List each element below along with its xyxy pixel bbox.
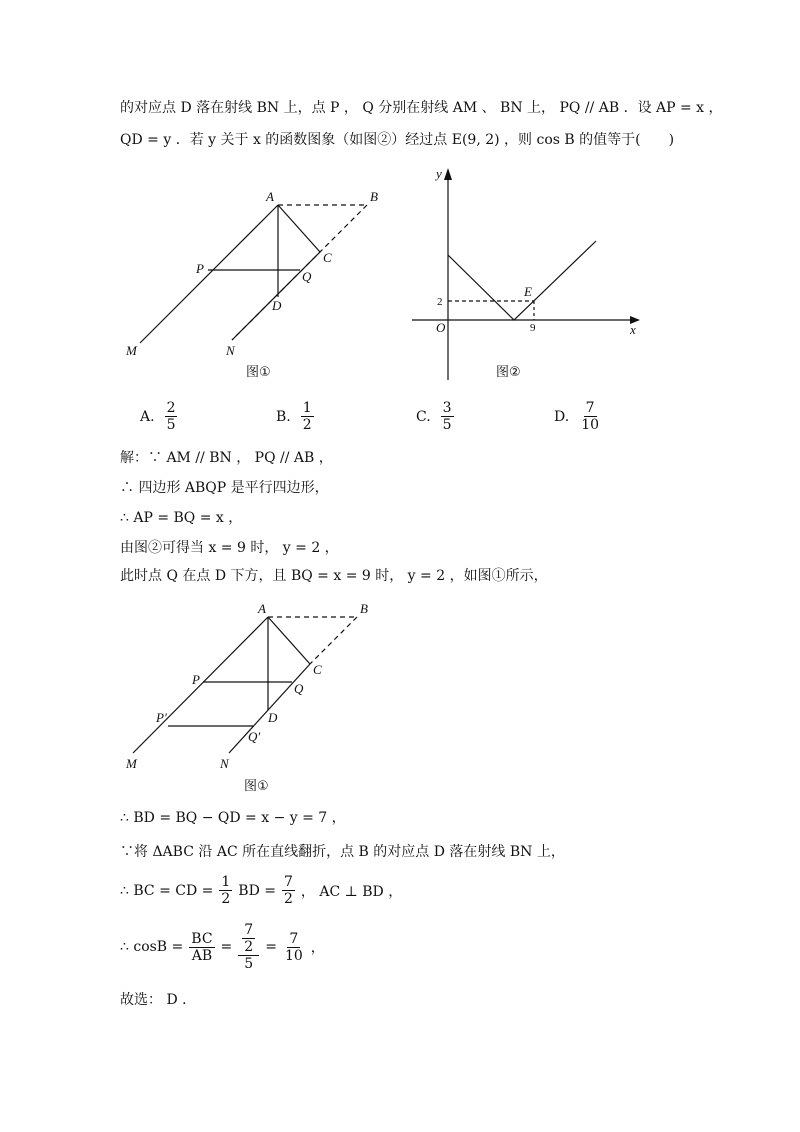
choice-b-letter: B.: [276, 408, 291, 425]
s9-post: ，: [310, 940, 325, 956]
label-b-3: B: [360, 601, 368, 616]
choice-c-den: 5: [442, 417, 452, 433]
s9-pre: ∴ cosB =: [120, 939, 184, 955]
solution-line-2: ∴ 四边形 ABQP 是平行四边形，: [120, 480, 329, 496]
s8-post: ， AC ⊥ BD ，: [300, 883, 403, 900]
choice-c-letter: C.: [416, 408, 431, 425]
label-q2-3: Q′: [248, 729, 261, 744]
label-n: N: [226, 343, 235, 358]
choice-b-num: 1: [302, 400, 312, 416]
s8-frac-seven-halves: [282, 874, 295, 907]
figure-1-caption: 图①: [246, 365, 271, 380]
solution-line-4: 由图②可得当 x = 9 时， y = 2 ，: [120, 540, 339, 556]
choice-b-den: 2: [302, 417, 312, 433]
solution-line-7: ∵将 ΔABC 沿 AC 所在直线翻折，点 B 的对应点 D 落在射线 BN 上，: [120, 844, 565, 860]
choice-a-num: 2: [166, 400, 176, 416]
label-a-3: A: [258, 601, 266, 616]
label-q-3: Q: [294, 681, 304, 696]
solution-line-8: [120, 874, 402, 907]
choice-d-letter: D.: [554, 408, 570, 425]
s9-eq1: =: [220, 939, 233, 955]
s8-frac-half: [219, 874, 232, 907]
label-c-3: C: [313, 662, 322, 677]
s9-eq2: =: [265, 939, 277, 955]
ray-bn-solid-3: [229, 664, 310, 753]
s8-frac2-num: 7: [284, 874, 293, 890]
s8-pre: ∴ BC = CD =: [120, 882, 214, 899]
tick-9: 9: [530, 322, 536, 334]
problem-line-2: QD = y ．若 y 关于 x 的函数图象（如图②）经过点 E(9, 2) ，则 cos B 的值等于( ): [120, 132, 675, 148]
label-b: B: [370, 189, 378, 204]
solution-line-5: 此时点 Q 在点 D 下方，且 BQ = x = 9 时， y = 2 ，如图①所示，: [120, 568, 548, 584]
label-o: O: [436, 320, 446, 335]
s8-frac-den: 2: [221, 891, 231, 907]
figure-2-caption: 图②: [496, 365, 521, 380]
choice-d-den: 10: [581, 417, 600, 433]
choice-d-num: 7: [585, 400, 595, 416]
label-q: Q: [302, 269, 312, 284]
label-n-3: N: [220, 756, 229, 771]
problem-line-1: 的对应点 D 落在射线 BN 上，点 P ， Q 分别在射线 AM 、 BN 上， PQ // AB ．设 AP = x ，: [120, 100, 723, 116]
label-x: x: [630, 322, 636, 337]
s9-f3-num: 7: [289, 930, 299, 947]
s8-frac-num: 1: [221, 874, 231, 890]
s8-mid: BD =: [238, 882, 276, 899]
solution-line-9: [120, 922, 325, 972]
label-a: A: [266, 189, 274, 204]
figure-3-caption: 图①: [244, 779, 269, 794]
s9-inner-num: 7: [244, 922, 254, 938]
label-m: M: [126, 343, 137, 358]
label-m-3: M: [126, 756, 137, 771]
s8-frac2-den: 2: [284, 891, 293, 907]
choice-a-den: 5: [166, 417, 176, 433]
label-p-3: P: [192, 672, 200, 687]
label-y: y: [436, 166, 442, 181]
label-p2-3: P′: [156, 710, 167, 725]
s9-frac-result: [283, 931, 305, 964]
s9-nested-den: 5: [244, 956, 254, 972]
ray-bn-dashed-3: [310, 617, 357, 664]
solution-line-3: ∴ AP = BQ = x ，: [120, 510, 243, 526]
s9-nested-top: [238, 922, 259, 956]
solution-line-10: 故选： D ．: [120, 992, 197, 1008]
s9-f3-den: 10: [284, 947, 303, 964]
s9-frac-bc-ab: [189, 931, 214, 964]
s9-nested-fraction: [238, 922, 259, 972]
label-d-3: D: [268, 710, 278, 725]
choice-a-letter: A.: [140, 408, 155, 425]
s9-inner-fraction: [242, 922, 255, 955]
label-c: C: [323, 250, 332, 265]
s9-f1-num: BC: [191, 930, 213, 947]
s9-f1-den: AB: [191, 947, 213, 964]
s9-inner-den: 2: [244, 939, 254, 955]
solution-line-6: ∴ BD = BQ − QD = x − y = 7 ，: [120, 810, 346, 826]
solution-line-1: 解：∵ AM // BN ， PQ // AB ，: [120, 450, 333, 466]
choice-c-num: 3: [442, 400, 452, 416]
segment-ac-3: [268, 617, 310, 664]
label-d: D: [272, 298, 282, 313]
label-p: P: [196, 261, 204, 276]
tick-2: 2: [437, 296, 443, 308]
label-e: E: [524, 284, 532, 299]
